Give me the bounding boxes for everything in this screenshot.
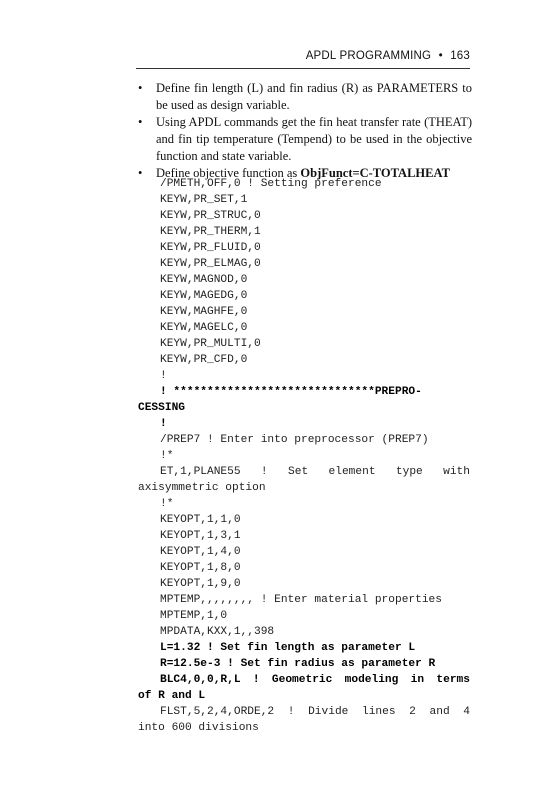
code-line: /PMETH,OFF,0 ! Setting preference bbox=[160, 178, 382, 190]
bullet-text: Using APDL commands get the fin heat transfer rate (THEAT) and fin tip temperature (Tempend) to be used in the objective function and state variable. bbox=[156, 115, 472, 163]
code-line: R=12.5e-3 ! Set fin radius as parameter R bbox=[160, 658, 436, 670]
code-line: ET,1,PLANE55 ! Set element type with bbox=[160, 466, 470, 478]
code-line: KEYW,PR_FLUID,0 bbox=[160, 242, 261, 254]
code-line: KEYW,MAGHFE,0 bbox=[160, 306, 248, 318]
code-line: KEYW,MAGEDG,0 bbox=[160, 290, 248, 302]
code-line: KEYOPT,1,9,0 bbox=[160, 578, 241, 590]
code-line: KEYW,PR_THERM,1 bbox=[160, 226, 261, 238]
running-header-title: APDL PROGRAMMING bbox=[305, 50, 432, 62]
code-line: KEYW,PR_STRUC,0 bbox=[160, 210, 261, 222]
code-line: KEYW,PR_ELMAG,0 bbox=[160, 258, 261, 270]
running-header bbox=[136, 50, 470, 62]
bullet-text: Define objective function as bbox=[156, 166, 301, 180]
code-line: KEYW,PR_MULTI,0 bbox=[160, 338, 261, 350]
header-separator: • bbox=[438, 50, 443, 62]
bullet-item bbox=[138, 80, 472, 114]
code-line: KEYOPT,1,3,1 bbox=[160, 530, 241, 542]
page-number: 163 bbox=[450, 50, 470, 62]
code-line: FLST,5,2,4,ORDE,2 ! Divide lines 2 and 4 bbox=[160, 706, 470, 718]
code-line: axisymmetric option bbox=[138, 482, 266, 494]
objective-function-expression: ObjFunct=C-TOTALHEAT bbox=[300, 166, 450, 180]
code-line: MPTEMP,,,,,,,, ! Enter material properties bbox=[160, 594, 442, 606]
bullet-item bbox=[138, 114, 472, 165]
header-rule bbox=[136, 68, 470, 69]
code-line: ! ******************************PREPRO- bbox=[160, 386, 422, 398]
code-line: KEYOPT,1,8,0 bbox=[160, 562, 241, 574]
code-line: of R and L bbox=[138, 690, 206, 702]
bullet-list bbox=[138, 80, 472, 182]
code-line: KEYW,MAGNOD,0 bbox=[160, 274, 248, 286]
code-line: KEYOPT,1,1,0 bbox=[160, 514, 241, 526]
code-line: CESSING bbox=[138, 402, 185, 414]
bullet-mark: • bbox=[138, 166, 143, 180]
code-line: KEYW,PR_SET,1 bbox=[160, 194, 248, 206]
code-line: KEYW,MAGELC,0 bbox=[160, 322, 248, 334]
code-line: KEYOPT,1,4,0 bbox=[160, 546, 241, 558]
apdl-code-listing bbox=[138, 176, 470, 736]
bullet-mark: • bbox=[138, 81, 143, 95]
code-line: MPTEMP,1,0 bbox=[160, 610, 228, 622]
code-line: L=1.32 ! Set fin length as parameter L bbox=[160, 642, 416, 654]
code-line: KEYW,PR_CFD,0 bbox=[160, 354, 248, 366]
code-line: ! bbox=[160, 418, 167, 430]
code-line: /PREP7 ! Enter into preprocessor (PREP7) bbox=[160, 434, 429, 446]
bullet-mark: • bbox=[138, 115, 143, 129]
code-line: MPDATA,KXX,1,,398 bbox=[160, 626, 275, 638]
code-line: into 600 divisions bbox=[138, 722, 259, 734]
code-line: ! bbox=[160, 370, 167, 382]
code-line: !* bbox=[160, 498, 174, 510]
code-line: !* bbox=[160, 450, 174, 462]
bullet-text: Define fin length (L) and fin radius (R) as PARAMETERS to be used as design variable. bbox=[156, 81, 472, 112]
code-line: BLC4,0,0,R,L ! Geometric modeling in terms bbox=[160, 674, 470, 686]
